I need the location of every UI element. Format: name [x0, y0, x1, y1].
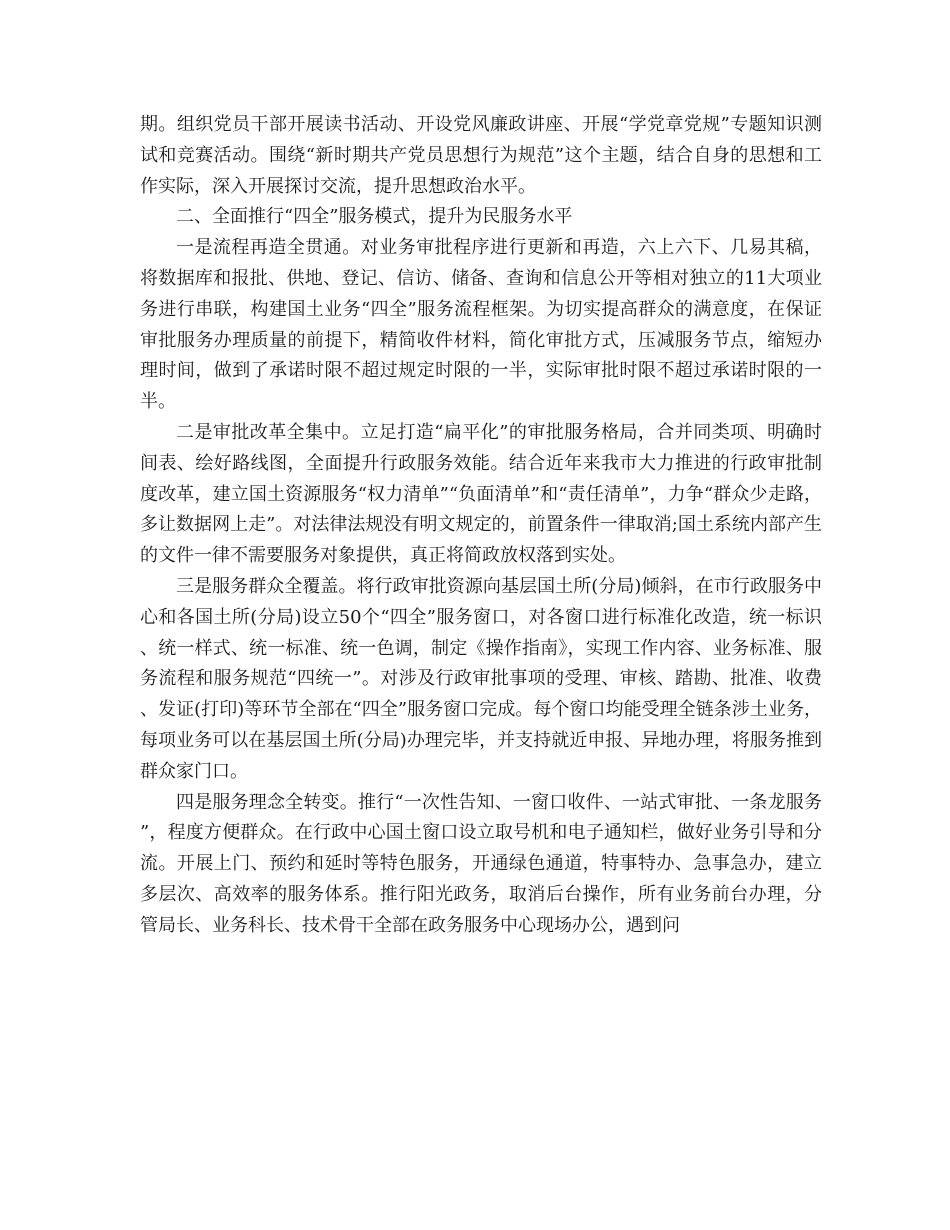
- paragraph-5: 三是服务群众全覆盖。将行政审批资源向基层国土所(分局)倾斜，在市行政服务中心和各国土所(分局)设立50个“四全”服务窗口，对各窗口进行标准化改造，统一标识、统一样式、统一标准、统一色调，制定《操作指南》，实现工作内容、业务标准、服务流程和服务规范“四统一”。对涉及行政审批事项的受理、审核、踏勘、批准、收费、发证(打印)等环节全部在“四全”服务窗口完成。每个窗口均能受理全链条涉土业务，每项业务可以在基层国土所(分局)办理完毕，并支持就近申报、异地办理，将服务推到群众家门口。: [140, 575, 822, 782]
- paragraph-3: 一是流程再造全贯通。对业务审批程序进行更新和再造，六上六下、几易其稿，将数据库和报批、供地、登记、信访、储备、查询和信息公开等相对独立的11大项业务进行串联，构建国土业务“四全”服务流程框架。为切实提高群众的满意度，在保证审批服务办理质量的前提下，精简收件材料，简化审批方式，压减服务节点，缩短办理时间，做到了承诺时限不超过规定时限的一半，实际审批时限不超过承诺时限的一半。: [140, 237, 822, 413]
- document-page: [140, 110, 822, 942]
- section-heading: 二、全面推行“四全”服务模式，提升为民服务水平: [176, 206, 573, 228]
- paragraph-4: 二是审批改革全集中。立足打造“扁平化”的审批服务格局，合并同类项、明确时间表、绘好路线图，全面提升行政服务效能。结合近年来我市大力推进的行政审批制度改革，建立国土资源服务“权力清单”“负面清单”和“责任清单”，力争“群众少走路，多让数据网上走”。对法律法规没有明文规定的，前置条件一律取消;国土系统内部产生的文件一律不需要服务对象提供，真正将简政放权落到实处。: [140, 421, 822, 567]
- paragraph-1: 期。组织党员干部开展读书活动、开设党风廉政讲座、开展“学党章党规”专题知识测试和竞赛活动。围绕“新时期共产党员思想行为规范”这个主题，结合自身的思想和工作实际，深入开展探讨交流，提升思想政治水平。: [140, 114, 822, 197]
- paragraph-6: 四是服务理念全转变。推行“一次性告知、一窗口收件、一站式审批、一条龙服务”，程度方便群众。在行政中心国土窗口设立取号机和电子通知栏，做好业务引导和分流。开展上门、预约和延时等特色服务，开通绿色通道，特事特办、急事急办，建立多层次、高效率的服务体系。推行阳光政务，取消后台操作，所有业务前台办理，分管局长、业务科长、技术骨干全部在政务服务中心现场办公，遇到问: [140, 791, 822, 936]
